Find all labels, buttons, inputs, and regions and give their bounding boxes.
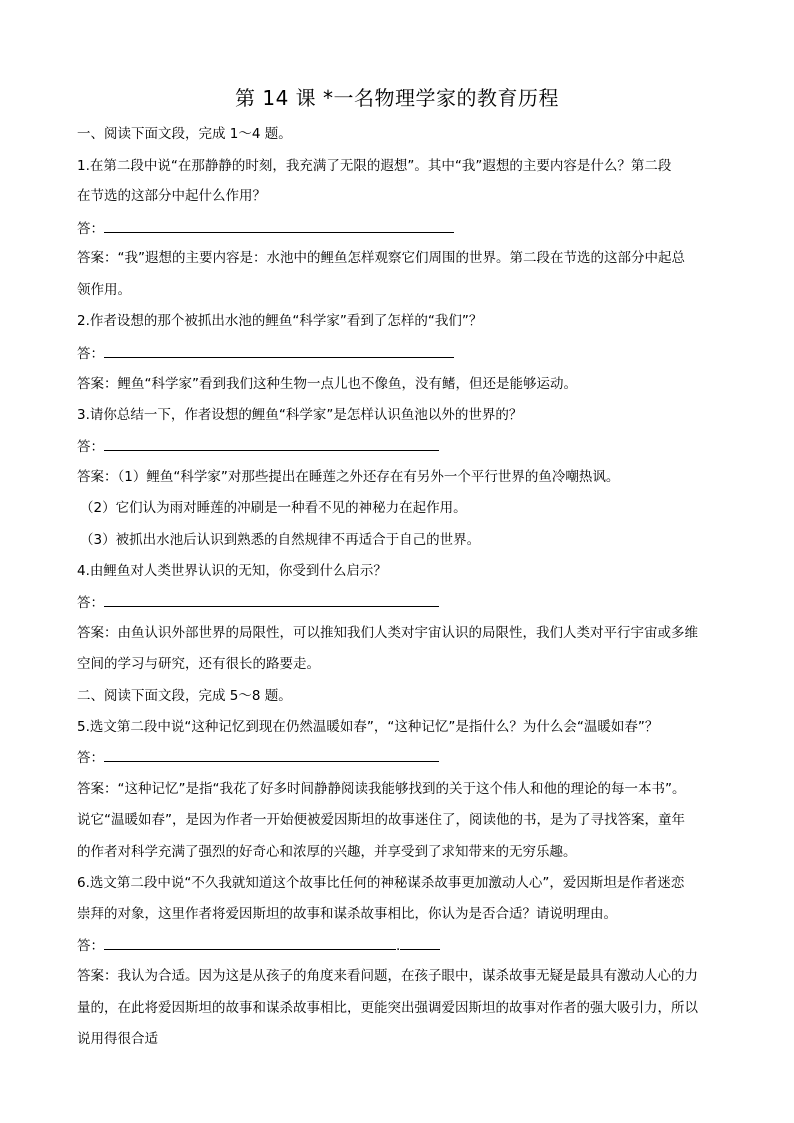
answer-underline <box>104 935 396 950</box>
answer-blank-1[interactable] <box>77 218 454 239</box>
answer-blank-6[interactable] <box>77 935 440 956</box>
answer-label: 答： <box>77 221 104 237</box>
question-4-line-1: 4.由鲤鱼对人类世界认识的无知，你受到什么启示？ <box>77 563 387 579</box>
answer-mark: . <box>396 938 401 954</box>
answer-key-3-line-2: （2）它们认为雨对睡莲的冲刷是一种看不见的神秘力在起作用。 <box>80 500 467 516</box>
answer-underline <box>104 747 439 762</box>
answer-key-1-line-1: 答案：“我”遐想的主要内容是：水池中的鲤鱼怎样观察它们周围的世界。第二段在节选的这部分中起总 <box>77 250 685 266</box>
question-3-line-1: 3.请你总结一下，作者设想的鲤鱼“科学家”是怎样认识鱼池以外的世界的？ <box>77 407 523 423</box>
answer-label: 答： <box>77 750 104 766</box>
answer-blank-3[interactable] <box>77 436 439 457</box>
question-2-line-1: 2.作者设想的那个被抓出水池的鲤鱼“科学家”看到了怎样的“我们”？ <box>77 313 483 329</box>
section-heading: 二、阅读下面文段，完成 5～8 题。 <box>77 688 292 704</box>
answer-key-2-line-1: 答案：鲤鱼“科学家”看到我们这种生物一点儿也不像鱼，没有鳍，但还是能够运动。 <box>77 376 577 392</box>
answer-key-5-line-1: 答案：“这种记忆”是指“我花了好多时间静静阅读我能够找到的关于这个伟人和他的理论的每一本书”。 <box>77 781 686 797</box>
answer-key-1-line-2: 领作用。 <box>77 282 131 298</box>
answer-underline <box>104 218 454 233</box>
answer-key-6-line-3: 说用得很合适 <box>77 1031 158 1047</box>
answer-key-5-line-3: 的作者对科学充满了强烈的好奇心和浓厚的兴趣，并享受到了求知带来的无穷乐趣。 <box>77 844 577 860</box>
answer-blank-2[interactable] <box>77 343 454 364</box>
question-6-line-1: 6.选文第二段中说“不久我就知道这个故事比任何的神秘谋杀故事更加激动人心”，爱因斯坦是作者迷恋 <box>77 875 685 891</box>
answer-blank-4[interactable] <box>77 592 439 613</box>
answer-key-4-line-1: 答案：由鱼认识外部世界的局限性，可以推知我们人类对宇宙认识的局限性，我们人类对平行宇宙或多维 <box>77 625 698 641</box>
question-1-line-2: 在节选的这部分中起什么作用？ <box>77 188 266 204</box>
answer-key-5-line-2: 说它“温暖如春”，是因为作者一开始便被爱因斯坦的故事迷住了，阅读他的书，是为了寻找答案，童年 <box>77 812 685 828</box>
page-title: 第 14 课 *一名物理学家的教育历程 <box>234 86 560 110</box>
answer-label: 答： <box>77 938 104 954</box>
answer-key-3-line-1: 答案：（1）鲤鱼“科学家”对那些提出在睡莲之外还存在有另外一个平行世界的鱼冷嘲热讽。 <box>77 469 620 485</box>
question-1-line-1: 1.在第二段中说“在那静静的时刻，我充满了无限的遐想”。其中“我”遐想的主要内容是什么？第二段 <box>77 158 672 174</box>
answer-label: 答： <box>77 439 104 455</box>
answer-label: 答： <box>77 595 104 611</box>
question-6-line-2: 崇拜的对象，这里作者将爱因斯坦的故事和谋杀故事相比，你认为是否合适？请说明理由。 <box>77 906 617 922</box>
section-heading: 一、阅读下面文段，完成 1～4 题。 <box>77 126 292 142</box>
answer-key-3-line-3: （3）被抓出水池后认识到熟悉的自然规律不再适合于自己的世界。 <box>80 532 481 548</box>
answer-underline <box>104 436 439 451</box>
answer-key-6-line-1: 答案：我认为合适。因为这是从孩子的角度来看问题，在孩子眼中，谋杀故事无疑是最具有激动人心的力 <box>77 968 698 984</box>
answer-key-4-line-2: 空间的学习与研究，还有很长的路要走。 <box>77 656 320 672</box>
answer-blank-5[interactable] <box>77 747 439 768</box>
question-5-line-1: 5.选文第二段中说“这种记忆到现在仍然温暖如春”，“这种记忆”是指什么？为什么会“温暖如春”？ <box>77 719 659 735</box>
answer-underline <box>104 592 439 607</box>
answer-underline <box>104 343 454 358</box>
answer-key-6-line-2: 量的，在此将爱因斯坦的故事和谋杀故事相比，更能突出强调爱因斯坦的故事对作者的强大吸引力，所以 <box>77 1000 698 1016</box>
answer-underline <box>400 935 440 950</box>
answer-label: 答： <box>77 346 104 362</box>
